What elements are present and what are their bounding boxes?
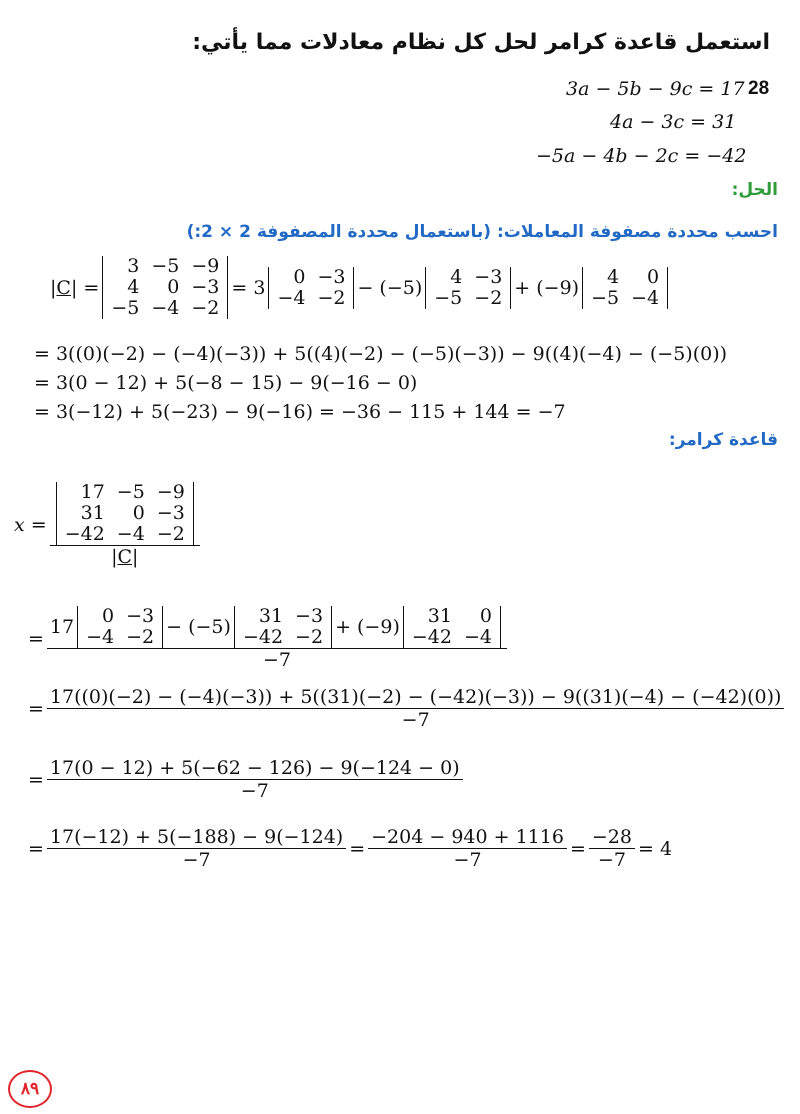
det-c-line-3: = 3(0 − 12) + 5(−8 − 15) − 9(−16 − 0) xyxy=(34,372,418,394)
step1-label xyxy=(187,222,778,242)
step1-label-paren: (باستعمال محددة المصفوفة 2 × 2:) xyxy=(186,222,492,242)
x-minor-1: 0 −3 −4 −2 xyxy=(77,606,163,648)
x-fraction xyxy=(50,482,200,568)
x-step-5: = $\frac{17(-12) + 5(-188) - 9(-124)}{-7}$ = $\frac{-204 - 940 + 1116}{-7}$ = $\frac{-28}{-7}$ = 4 xyxy=(28,826,673,871)
x-definition xyxy=(14,482,203,568)
x-step-3: = 17((0)(−2) − (−4)(−3)) + 5((31)(−2) − (−42)(−3)) − 9((31)(−4) − (−42)(0)) −7 xyxy=(28,686,787,731)
equation-2: 4a − 3c = 31 xyxy=(610,111,737,133)
det-c-matrix xyxy=(102,256,228,319)
equation-3: −5a − 4b − 2c = −42 xyxy=(536,145,747,167)
x-step-4: = $\frac{17(0 - 12) + 5(-62 - 126) - 9(-124 - 0)}{-7}$ xyxy=(28,757,466,802)
x-denominator: |C| xyxy=(111,546,139,568)
x-minor-2: 31 −3 −42 −2 xyxy=(234,606,332,648)
page-number: ٨٩ xyxy=(8,1070,52,1108)
x-step-5-fraction-2: $\frac{-204 - 940 + 1116}{-7}$ xyxy=(368,826,567,871)
det-c-line-2: = 3((0)(−2) − (−4)(−3)) + 5((4)(−2) − (−5)(−3)) − 9((4)(−4) − (−5)(0)) xyxy=(34,343,728,365)
solution-label: الحل: xyxy=(731,180,778,200)
cramer-label: قاعدة كرامر: xyxy=(668,430,778,450)
expansion-coef-2: − (−5) xyxy=(357,276,423,299)
x-numerator-matrix: 17 −5 −9 31 0 −3 −42 −4 −2 xyxy=(56,482,194,545)
det-c-equation xyxy=(50,256,671,319)
x-step-3-fraction: 17((0)(−2) − (−4)(−3)) + 5((31)(−2) − (−42)(−3)) − 9((31)(−4) − (−42)(0)) −7 xyxy=(47,686,785,731)
instruction-text: استعمل قاعدة كرامر لحل كل نظام معادلات مما يأتي: xyxy=(192,30,770,55)
x-step-5-fraction-1: $\frac{17(-12) + 5(-188) - 9(-124)}{-7}$ xyxy=(47,826,346,871)
expansion-coef-1: = 3 xyxy=(231,276,266,299)
x-step-2: = 17 0 −3 −4 −2 − (−5) 31 −3 −42 −2 + (−9) 31 0 −42 −4 −7 xyxy=(28,606,510,671)
det-c-lhs: |C| = xyxy=(50,276,100,299)
minor-3: 4 0 −5 −4 xyxy=(582,267,668,309)
equation-1: 3a − 5b − 9c = 17 xyxy=(566,78,745,100)
expansion-coef-3: + (−9) xyxy=(514,276,580,299)
x-minor-3: 31 0 −42 −4 xyxy=(403,606,501,648)
x-result: = 4 xyxy=(637,837,673,860)
minor-1: 0 −3 −4 −2 xyxy=(268,267,354,309)
step1-label-main: احسب محددة مصفوفة المعاملات: xyxy=(497,222,778,242)
matrix-3x3-c: 3 −5 −9 4 0 −3 −5 −4 −2 xyxy=(111,255,220,319)
det-c-line-4: = 3(−12) + 5(−23) − 9(−16) = −36 − 115 + 144 = −7 xyxy=(34,401,566,423)
x-step-2-fraction: 17 0 −3 −4 −2 − (−5) 31 −3 −42 −2 + (−9) 31 0 −42 −4 −7 xyxy=(47,606,507,671)
x-step-5-fraction-3: $\frac{-28}{-7}$ xyxy=(589,826,635,871)
x-step-4-fraction: $\frac{17(0 - 12) + 5(-62 - 126) - 9(-124 - 0)}{-7}$ xyxy=(47,757,463,802)
problem-number: 28 xyxy=(748,78,770,99)
minor-2: 4 −3 −5 −2 xyxy=(425,267,511,309)
x-var: x = xyxy=(14,514,47,536)
